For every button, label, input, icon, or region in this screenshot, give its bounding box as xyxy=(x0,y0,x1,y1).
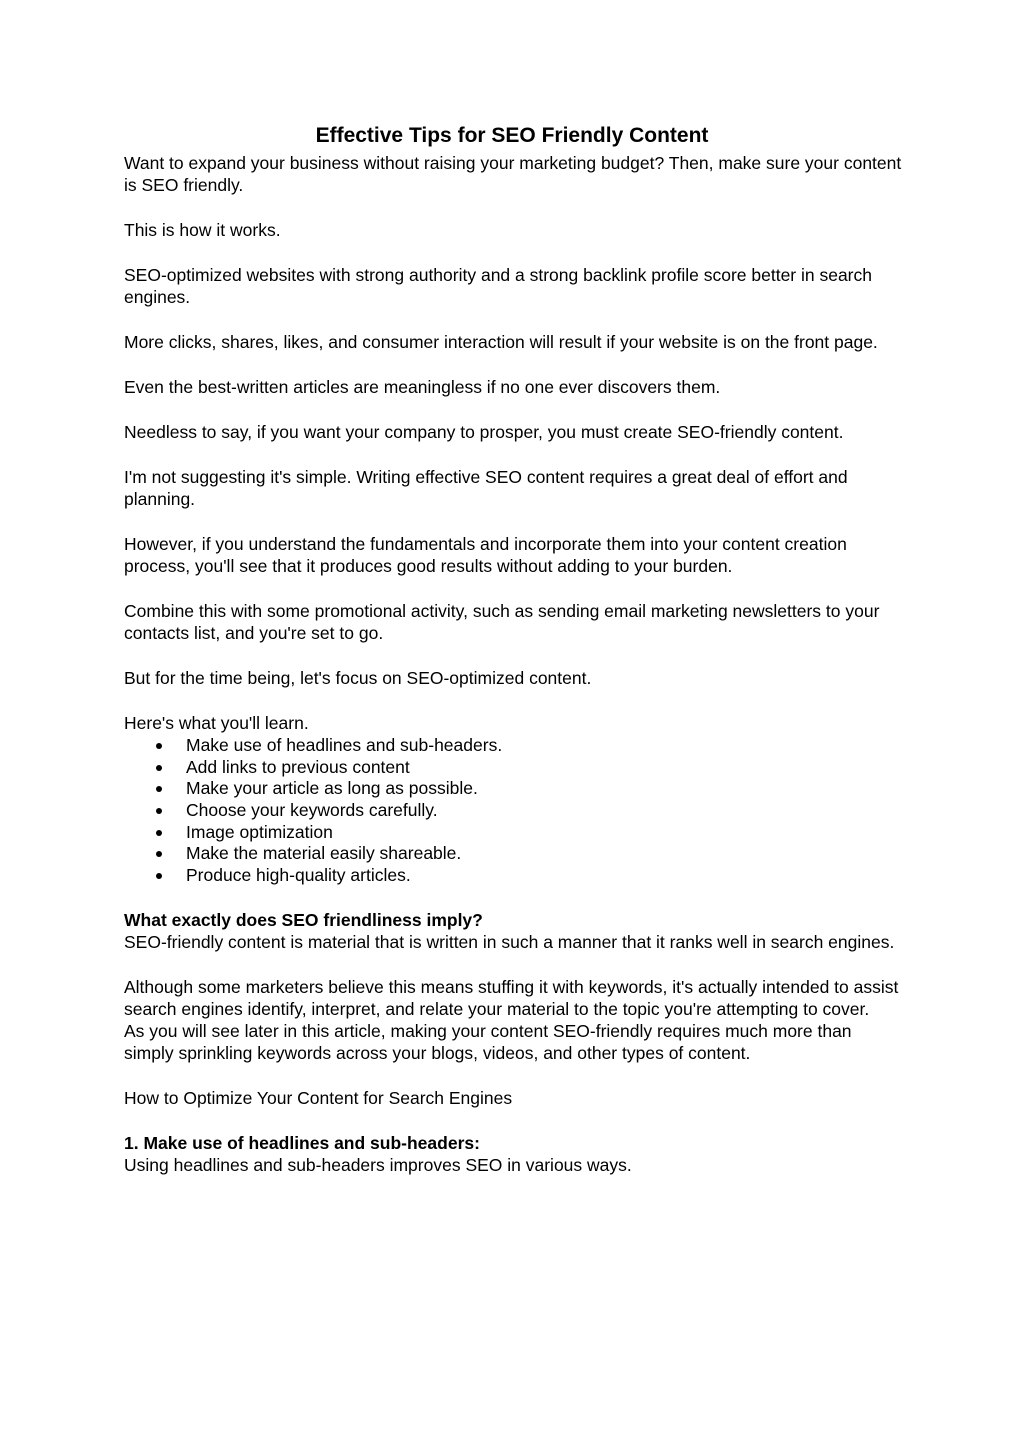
list-item-text: Choose your keywords carefully. xyxy=(186,800,438,821)
bullet-icon xyxy=(156,851,162,857)
focus-paragraph: But for the time being, let's focus on SEO-optimized content. xyxy=(124,668,592,688)
list-item-text: Make the material easily shareable. xyxy=(186,843,462,864)
best-written-paragraph: Even the best-written articles are meaningless if no one ever discovers them. xyxy=(124,377,721,397)
list-item xyxy=(124,864,904,886)
how-it-works-paragraph: This is how it works. xyxy=(124,220,281,240)
document-page xyxy=(124,122,904,1176)
seo-authority-paragraph: SEO-optimized websites with strong authority and a strong backlink profile score better in search engines. xyxy=(124,265,872,307)
list-item xyxy=(124,734,904,756)
headlines-heading: 1. Make use of headlines and sub-headers: xyxy=(124,1132,480,1153)
later-in-article-paragraph: As you will see later in this article, making your content SEO-friendly requires much more than simply sprinkling keywords across your blogs, videos, and other types of content. xyxy=(124,1020,852,1063)
promotional-paragraph: Combine this with some promotional activity, such as sending email marketing newsletters to your contacts list, and you're set to go. xyxy=(124,601,880,643)
bullet-icon xyxy=(156,808,162,814)
bullet-icon xyxy=(156,765,162,771)
list-item-text: Make use of headlines and sub-headers. xyxy=(186,735,503,755)
list-item xyxy=(124,799,904,821)
list-item xyxy=(124,842,904,864)
seo-friendly-definition-paragraph: SEO-friendly content is material that is written in such a manner that it ranks well in search engines. xyxy=(124,931,895,952)
list-item-text: Produce high-quality articles. xyxy=(186,865,411,886)
seo-friendliness-heading: What exactly does SEO friendliness imply? xyxy=(124,909,483,930)
optimize-content-subtitle: How to Optimize Your Content for Search Engines xyxy=(124,1087,513,1108)
document-title: Effective Tips for SEO Friendly Content xyxy=(315,124,709,147)
prosper-paragraph: Needless to say, if you want your company to prosper, you must create SEO-friendly content. xyxy=(124,422,844,442)
list-item xyxy=(124,821,904,843)
list-item-text: Image optimization xyxy=(186,821,333,842)
bullet-icon xyxy=(156,743,162,749)
list-item xyxy=(124,777,904,799)
list-item-text: Add links to previous content xyxy=(186,756,410,777)
bullet-icon xyxy=(156,830,162,836)
bullet-icon xyxy=(156,873,162,879)
list-item xyxy=(124,756,904,778)
front-page-paragraph: More clicks, shares, likes, and consumer interaction will result if your website is on the front page. xyxy=(124,332,878,352)
keyword-stuffing-paragraph: Although some marketers believe this means stuffing it with keywords, it's actually intended to assist search engines identify, interpret, and relate your material to the topic you're attempting to cover. xyxy=(124,976,899,1019)
learn-intro-paragraph: Here's what you'll learn. xyxy=(124,713,309,733)
intro-paragraph: Want to expand your business without raising your marketing budget? Then, make sure your content is SEO friendly. xyxy=(124,153,902,195)
learn-list xyxy=(124,734,904,886)
bullet-icon xyxy=(156,786,162,792)
headlines-paragraph: Using headlines and sub-headers improves SEO in various ways. xyxy=(124,1154,632,1175)
list-item-text: Make your article as long as possible. xyxy=(186,778,478,799)
not-simple-paragraph: I'm not suggesting it's simple. Writing effective SEO content requires a great deal of effort and planning. xyxy=(124,467,848,509)
fundamentals-paragraph: However, if you understand the fundamentals and incorporate them into your content creation process, you'll see that it produces good results without adding to your burden. xyxy=(124,534,847,576)
